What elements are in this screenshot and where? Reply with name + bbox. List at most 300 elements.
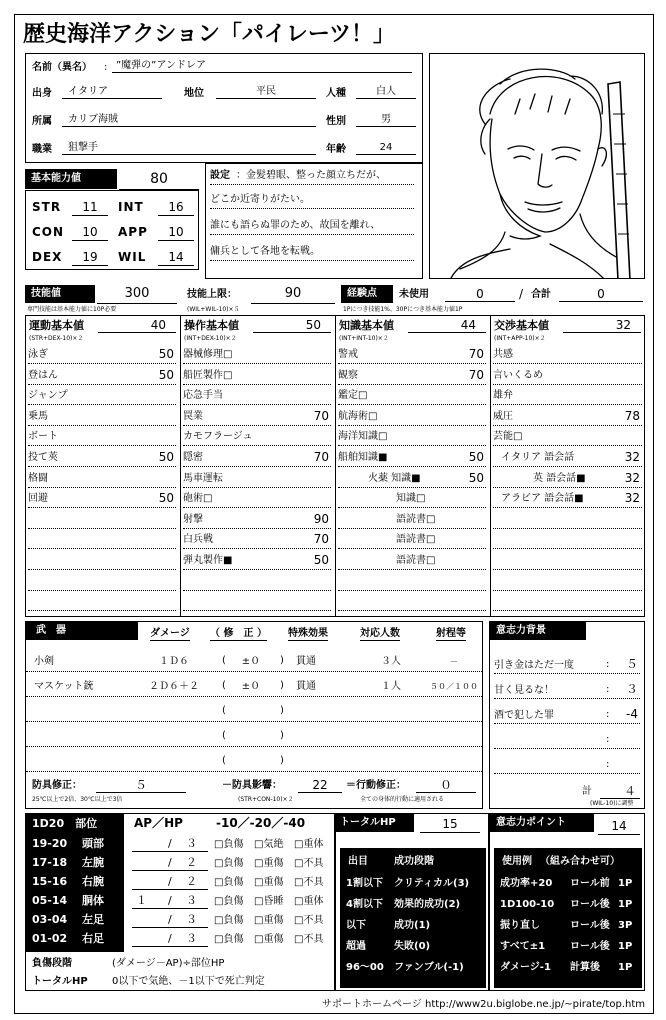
exp-total-value[interactable]: 0 [559, 287, 643, 302]
action-label: ＝行動修正： [346, 780, 406, 791]
hp-status-checkbox[interactable]: □重傷 [254, 915, 284, 926]
exp-unused-label: 未使用 [399, 289, 429, 300]
exp-label: 経験点 [341, 285, 393, 303]
footer-url[interactable]: サポートホームページ http://www2u.biglobe.ne.jp/~pirate/top.htm [322, 999, 645, 1010]
skill-name: 砲術□ [183, 493, 213, 505]
skill-row[interactable] [338, 550, 486, 570]
stat-label-int: INT [118, 200, 144, 214]
skill-row[interactable] [28, 550, 176, 570]
skill-row[interactable] [28, 426, 176, 446]
skill-row[interactable] [493, 385, 642, 405]
skill-row[interactable] [493, 468, 642, 488]
name-value[interactable]: ”魔弾の”アンドレア [112, 60, 412, 73]
job-value[interactable]: 狙撃手 [62, 142, 316, 155]
will-use-action: 成功率+20 [500, 878, 553, 889]
skill-row[interactable] [28, 385, 176, 405]
weapon-row[interactable] [26, 723, 482, 747]
skill-value[interactable]: 50 [158, 347, 174, 361]
will-total-value[interactable]: ４ [600, 784, 640, 799]
skill-name: 白兵戦 [183, 534, 213, 546]
skill-value[interactable]: 78 [624, 408, 640, 423]
skill-row[interactable] [183, 529, 331, 549]
skill-category-formula: (INT+INT-10)×２ [339, 335, 389, 342]
rank-value[interactable]: 平民 [216, 86, 316, 99]
skill-row[interactable] [183, 571, 331, 591]
hp-ap-hp-field[interactable] [132, 836, 208, 852]
weapons-label: 武 器 [26, 622, 138, 640]
will-row[interactable] [494, 702, 640, 724]
age-value[interactable]: 24 [356, 142, 416, 155]
weapon-mod-open: ( [222, 730, 226, 741]
skill-row[interactable] [28, 468, 176, 488]
will-use-timing: ロール後 [570, 920, 610, 931]
success-roll: 4割以下 [346, 899, 383, 910]
total-hp-value[interactable]: 15 [420, 816, 480, 833]
will-total-label: 計 [582, 786, 592, 797]
hp-ap-hp-field[interactable] [132, 855, 208, 871]
will-background-box [489, 621, 645, 809]
skill-row[interactable] [183, 468, 331, 488]
skill-row[interactable] [338, 468, 486, 488]
skill-column-1 [181, 316, 336, 616]
weapon-row[interactable] [26, 748, 482, 772]
will-reason: 酒で犯した罪 [494, 710, 554, 721]
skill-name: 知識□ [396, 493, 426, 505]
armor-value[interactable]: ５ [96, 778, 186, 793]
weapon-mod: ±０ [241, 681, 261, 692]
hp-header-roll: 1D20 部位 [32, 817, 98, 830]
skill-name: 船舶知識■ [338, 452, 388, 463]
skill-value[interactable]: 70 [468, 347, 484, 361]
affil-value[interactable]: カリブ海賊 [62, 114, 316, 127]
skill-name: 乗馬 [28, 410, 48, 422]
skill-category-label: 操作基本値 [184, 319, 239, 332]
skill-name: 芸能□ [493, 431, 523, 443]
will-use-action: 振り直し [500, 920, 540, 931]
setting-label: 設定 [210, 170, 230, 181]
sex-label: 性別 [326, 116, 346, 127]
hp-part: 右足 [82, 932, 104, 945]
hp-ap-hp-field[interactable] [132, 931, 208, 947]
stat-value-app[interactable]: 10 [158, 224, 194, 241]
weapon-targets: ３人 [381, 656, 401, 667]
will-use-cost: 1P [618, 899, 633, 910]
skill-row[interactable] [338, 385, 486, 405]
action-note: 全ての身体的行動に適用される [360, 796, 445, 803]
weapon-mod-open: ( [222, 705, 226, 716]
hp-value[interactable]: ２ [186, 856, 197, 869]
hp-value[interactable]: ３ [186, 837, 197, 850]
skill-row[interactable] [338, 447, 486, 467]
hp-roll: 19-20 [32, 837, 68, 850]
weapon-damage: １Ｄ６ [159, 656, 189, 667]
hp-ap-hp-field[interactable] [132, 912, 208, 928]
skill-name: 射撃 [183, 513, 203, 525]
skill-name: 船匠製作□ [183, 369, 233, 381]
success-table [340, 848, 486, 988]
success-roll: 96～00 [346, 962, 384, 973]
hp-part: 頭部 [82, 837, 104, 850]
will-colon: : [606, 759, 610, 770]
hp-header-aphp: AP／HP [134, 816, 183, 830]
weapon-mod-close: ) [280, 680, 284, 691]
skill-value[interactable]: 50 [158, 367, 174, 382]
hp-status-checkbox[interactable]: □重傷 [254, 858, 284, 869]
will-use-timing: ロール前 [570, 878, 610, 889]
skill-category-formula: (INT+APP-10)×２ [494, 335, 546, 342]
skill-name: 罠業 [183, 410, 203, 422]
hp-status-checkbox[interactable]: □負傷 [214, 896, 244, 907]
skill-value[interactable]: 70 [313, 532, 329, 547]
skill-name: ボート [28, 431, 58, 443]
skill-category-formula: (INT+DEX-10)×２ [184, 335, 237, 342]
will-use-cost: 3P [618, 920, 633, 931]
exp-unused-value[interactable]: 0 [445, 287, 515, 302]
hp-part: 左腕 [82, 856, 104, 869]
exp-separator: / [519, 287, 524, 301]
skill-value[interactable]: 32 [624, 491, 640, 506]
will-points-value[interactable]: 14 [598, 818, 640, 835]
hp-status-checkbox[interactable]: □不具 [294, 934, 324, 945]
name-label: 名前（異名） [32, 62, 92, 73]
skill-row[interactable] [28, 406, 176, 426]
stat-value-con[interactable]: 10 [72, 224, 108, 241]
hp-status-checkbox[interactable]: □不具 [294, 877, 324, 888]
skill-row[interactable] [338, 344, 486, 364]
hp-slash: / [168, 856, 172, 869]
skill-row[interactable] [493, 365, 642, 385]
weapon-name: 小剣 [34, 656, 54, 667]
hp-status-checkbox[interactable]: □重体 [294, 839, 324, 850]
skill-row[interactable] [28, 509, 176, 529]
hp-value[interactable]: ２ [186, 875, 197, 888]
hp-roll: 15-16 [32, 875, 68, 888]
stat-label-wil: WIL [118, 250, 147, 264]
total-hp-rule-text: 0以下で気絶、－1以下で死亡判定 [112, 976, 265, 987]
will-points-label: 意志力ポイント [490, 814, 594, 832]
skill-row[interactable] [338, 529, 486, 549]
skill-value[interactable]: 50 [468, 450, 484, 464]
hp-status-checkbox[interactable]: □不具 [294, 915, 324, 926]
skill-row[interactable] [183, 447, 331, 467]
skill-name: アラビア 語会話■ [501, 493, 584, 505]
stat-label-con: CON [32, 225, 65, 239]
profile-box [25, 53, 423, 163]
weapons-header-range: 射程等 [436, 628, 466, 639]
success-roll: 1割以下 [346, 878, 383, 889]
will-row[interactable] [494, 727, 640, 749]
weapon-name: マスケット銃 [34, 681, 94, 692]
skill-name: 雄弁 [493, 390, 513, 402]
weapon-row[interactable] [26, 673, 482, 697]
total-hp-box [335, 813, 489, 991]
will-value[interactable]: ３ [625, 682, 638, 696]
name-colon: : [104, 62, 108, 73]
hp-status-checkbox[interactable]: □負傷 [214, 934, 244, 945]
skill-row[interactable] [183, 426, 331, 446]
hp-part: 胴体 [82, 894, 104, 907]
success-header-roll: 出目 [348, 856, 368, 867]
skill-row[interactable] [28, 447, 176, 467]
skill-row[interactable] [338, 365, 486, 385]
skill-value[interactable]: 50 [158, 450, 174, 464]
will-colon: : [606, 659, 610, 670]
hp-status-checkbox[interactable]: □負傷 [214, 839, 244, 850]
will-colon: : [606, 734, 610, 745]
skill-name: 語読書□ [396, 513, 436, 525]
hp-slash: / [168, 932, 172, 945]
skill-value[interactable]: 50 [468, 470, 484, 485]
hp-roll: 01-02 [32, 932, 68, 945]
weapon-range: ５０／１００ [430, 682, 478, 691]
success-result: クリティカル(3) [394, 878, 470, 889]
hp-roll: 05-14 [32, 894, 68, 907]
hp-slash: / [168, 913, 172, 926]
exp-note: 1Pにつき技能1%、30Pにつき基本能力値1P [343, 306, 463, 313]
success-result: ファンブル(-1) [394, 962, 464, 973]
penalty-label: －防具影響： [222, 780, 282, 791]
character-sheet [14, 14, 654, 1014]
skill-name: 語読書□ [396, 534, 436, 546]
skill-row[interactable] [493, 571, 642, 591]
stat-value-str[interactable]: 11 [72, 199, 108, 216]
weapons-box [25, 621, 483, 809]
skill-category-label: 知識基本値 [339, 319, 394, 332]
skill-limit-label: 技能上限： [187, 289, 237, 300]
base-stats-total[interactable]: 80 [119, 169, 199, 190]
will-points-box [489, 813, 645, 991]
skill-row[interactable] [28, 488, 176, 508]
skill-value[interactable]: 50 [158, 491, 174, 506]
skill-value[interactable]: 32 [624, 450, 640, 464]
skill-name: 言いくるめ [493, 369, 543, 381]
skill-name: 観察 [338, 369, 358, 381]
stat-value-dex[interactable]: 19 [72, 249, 108, 266]
skill-row[interactable] [28, 529, 176, 549]
skill-row[interactable] [493, 344, 642, 364]
skill-row[interactable] [28, 571, 176, 591]
action-value[interactable]: ０ [416, 778, 476, 793]
skill-row[interactable] [183, 550, 331, 570]
skill-points-label: 技能値 [25, 285, 95, 303]
weapons-header-effect: 特殊効果 [288, 628, 328, 639]
skill-name: 航海術□ [338, 410, 378, 422]
skill-value[interactable]: 70 [468, 367, 484, 382]
skill-row[interactable] [493, 529, 642, 549]
skills-box [25, 315, 645, 617]
armor-note: 25℃以上で2倍、30℃以上で3倍 [32, 796, 123, 803]
will-use-action: ダメージ-1 [500, 962, 551, 973]
will-use-cost: 1P [618, 962, 633, 973]
skill-points-value[interactable]: 300 [97, 285, 177, 304]
job-label: 職業 [32, 144, 52, 155]
skill-category-value[interactable]: 44 [408, 318, 486, 333]
skill-row[interactable] [493, 406, 642, 426]
skill-row[interactable] [28, 344, 176, 364]
skill-row[interactable] [28, 365, 176, 385]
base-stats-box [25, 190, 199, 270]
hp-value[interactable]: ３ [186, 913, 197, 926]
will-value[interactable]: -4 [626, 707, 638, 721]
hp-status-checkbox[interactable]: □負傷 [214, 915, 244, 926]
hp-status-checkbox[interactable]: □不具 [294, 858, 324, 869]
stat-label-app: APP [118, 225, 148, 239]
skill-row[interactable] [493, 488, 642, 508]
skill-category-value[interactable]: 40 [98, 318, 176, 333]
exp-total-label: 合計 [531, 289, 551, 300]
weapon-mod-open: ( [222, 655, 226, 666]
base-stats-label: 基本能力値 [25, 169, 117, 189]
will-value[interactable]: ５ [625, 657, 638, 671]
skill-category-formula: (STR+DEX-10)×２ [29, 335, 84, 342]
weapon-row[interactable] [26, 648, 482, 672]
skill-row[interactable] [338, 591, 486, 611]
affil-label: 所属 [32, 116, 52, 127]
portrait [429, 53, 645, 279]
skill-row[interactable] [183, 344, 331, 364]
weapon-damage: ２Ｄ６＋２ [149, 681, 199, 692]
skill-value[interactable]: 90 [313, 511, 329, 526]
hp-status-checkbox[interactable]: □重体 [294, 896, 324, 907]
race-value[interactable]: 白人 [356, 86, 416, 99]
hp-status-checkbox[interactable]: □気絶 [254, 839, 284, 850]
weapon-mod-open: ( [222, 755, 226, 766]
race-label: 人種 [326, 88, 346, 99]
stat-label-str: STR [32, 200, 62, 214]
skill-name: 隠密 [183, 452, 203, 463]
skill-column-2 [336, 316, 491, 616]
penalty-value[interactable]: 22 [298, 778, 342, 793]
total-hp-label: トータルHP [336, 814, 414, 832]
skill-value[interactable]: 32 [624, 470, 640, 485]
hp-slash: / [168, 894, 172, 907]
portrait-drawing [430, 54, 645, 279]
skill-row[interactable] [183, 591, 331, 611]
wound-label: 負傷段階 [32, 958, 72, 969]
will-row[interactable] [494, 652, 640, 674]
hp-ap[interactable]: １ [136, 894, 147, 907]
skill-row[interactable] [493, 447, 642, 467]
birth-label: 出身 [32, 88, 52, 99]
skill-name: 共感 [493, 349, 513, 360]
skill-row[interactable] [183, 406, 331, 426]
success-roll: 超過 [346, 941, 366, 952]
hp-value[interactable]: ３ [186, 894, 197, 907]
hp-status-checkbox[interactable]: □負傷 [214, 858, 244, 869]
birth-value[interactable]: イタリア [62, 86, 162, 99]
hp-status-checkbox[interactable]: □負傷 [214, 877, 244, 888]
skill-name: イタリア 語会話 [501, 452, 575, 463]
skill-name: 泳ぎ [28, 349, 48, 360]
will-use-action: 1D100-10 [500, 899, 555, 910]
setting-box [205, 163, 423, 279]
success-result: 成功(1) [394, 920, 431, 931]
skill-row[interactable] [493, 591, 642, 611]
skill-row[interactable] [338, 406, 486, 426]
skill-limit-value[interactable]: 90 [251, 285, 335, 304]
stat-label-dex: DEX [32, 250, 63, 264]
skill-row[interactable] [493, 550, 642, 570]
hp-slash: / [168, 837, 172, 850]
skill-row[interactable] [183, 385, 331, 405]
skill-name: 警戒 [338, 349, 358, 360]
hp-part: 左足 [82, 913, 104, 926]
will-row[interactable] [494, 752, 640, 774]
skill-name: 馬車運転 [183, 472, 223, 484]
will-colon: : [606, 709, 610, 720]
skill-name: 格闘 [28, 472, 48, 484]
hp-status-checkbox[interactable]: □昏睡 [254, 896, 284, 907]
skill-row[interactable] [183, 365, 331, 385]
hp-ap-hp-field[interactable] [132, 874, 208, 890]
skill-row[interactable] [338, 488, 486, 508]
skill-row[interactable] [183, 509, 331, 529]
skill-row[interactable] [338, 426, 486, 446]
skill-column-3 [491, 316, 646, 616]
hp-status-checkbox[interactable]: □重傷 [254, 934, 284, 945]
weapon-row[interactable] [26, 698, 482, 722]
skill-category-value[interactable]: 32 [563, 318, 641, 333]
will-reason: 引き金はただ一度 [494, 660, 574, 671]
skill-name: 鑑定□ [338, 390, 368, 402]
will-use-table [494, 848, 642, 988]
rank-label: 地位 [184, 88, 204, 99]
weapon-mod-close: ) [280, 705, 284, 716]
will-use-action: すべて±1 [500, 941, 546, 952]
will-row[interactable] [494, 677, 640, 699]
skill-row[interactable] [338, 509, 486, 529]
weapon-effect: 貫通 [296, 681, 316, 692]
will-reason: 甘く見るな！ [494, 685, 554, 696]
weapons-header-mod: （ 修 正 ） [210, 628, 267, 639]
weapon-mod-close: ) [280, 755, 284, 766]
skill-name: 海洋知識□ [338, 431, 388, 443]
skill-name: 登はん [28, 369, 58, 381]
will-use-timing: 計算後 [570, 962, 600, 973]
sex-value[interactable]: 男 [356, 114, 416, 127]
weapon-mod-close: ) [280, 730, 284, 741]
total-hp-rule-label: トータルHP [32, 976, 88, 987]
armor-label: 防具修正： [32, 780, 82, 791]
will-background-label: 意志力背景 [490, 622, 586, 640]
hp-box [25, 813, 335, 991]
skill-value[interactable]: 50 [313, 553, 329, 567]
hp-status-checkbox[interactable]: □重傷 [254, 877, 284, 888]
setting-line-1: ：金髪碧眼、整った顔立ちだが、 [236, 170, 386, 181]
skill-category-value[interactable]: 50 [253, 318, 331, 333]
skill-row[interactable] [28, 591, 176, 611]
skill-value[interactable]: 70 [313, 408, 329, 423]
will-use-cost: 1P [618, 878, 633, 889]
skill-row[interactable] [493, 426, 642, 446]
success-roll: 以下 [346, 920, 366, 931]
weapon-mod: ±０ [241, 656, 261, 667]
skill-category-label: 運動基本値 [29, 319, 84, 332]
skill-row[interactable] [338, 571, 486, 591]
skill-row[interactable] [493, 509, 642, 529]
skill-category-label: 交渉基本値 [494, 319, 549, 332]
hp-header-levels: -10／-20／-40 [216, 816, 306, 830]
wound-text: (ダメージ－AP)÷部位HP [112, 958, 225, 969]
stat-value-int[interactable]: 16 [158, 199, 194, 216]
weapons-header-damage: ダメージ [150, 628, 190, 639]
hp-ap-hp-field[interactable] [132, 893, 208, 909]
skill-row[interactable] [183, 488, 331, 508]
stat-value-wil[interactable]: 14 [158, 249, 194, 266]
success-header-result: 成功段階 [394, 856, 434, 867]
skill-value[interactable]: 70 [313, 450, 329, 464]
hp-value[interactable]: ３ [186, 932, 197, 945]
